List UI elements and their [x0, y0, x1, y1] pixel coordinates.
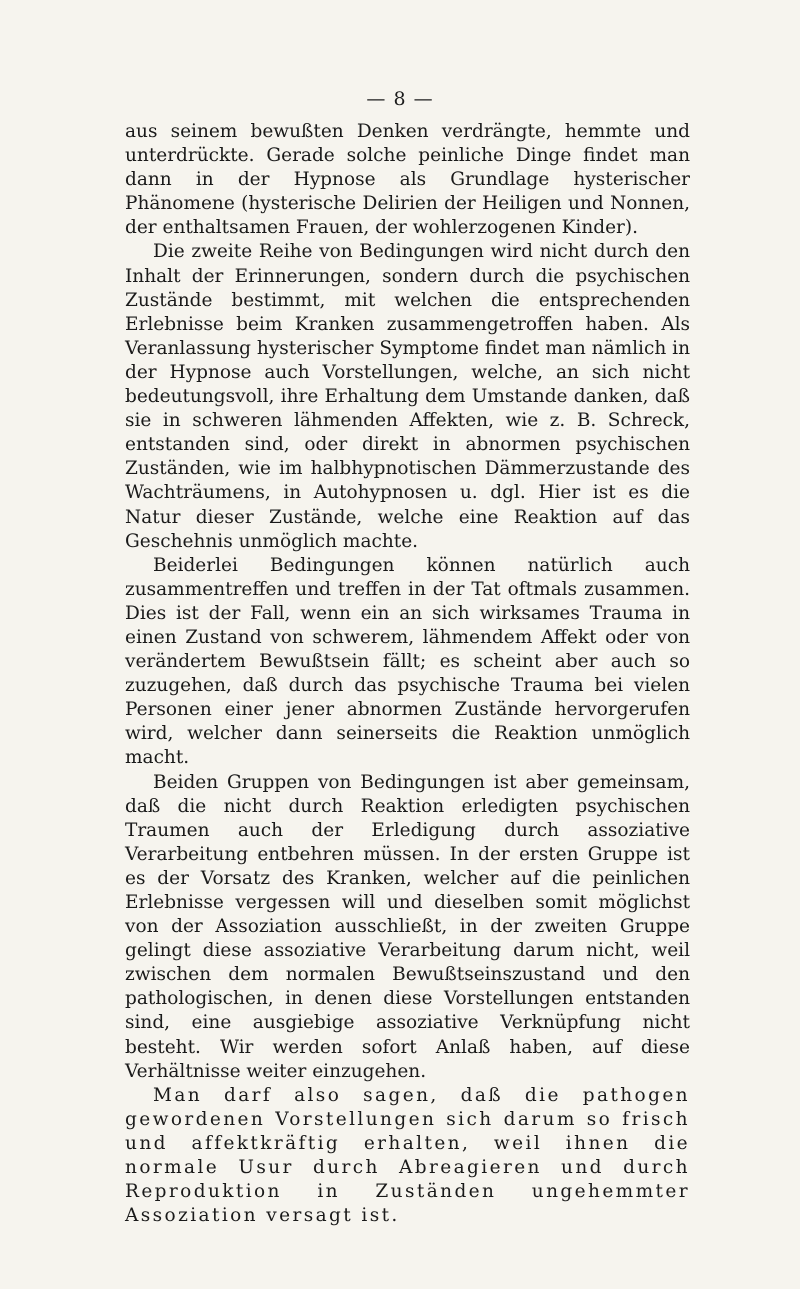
paragraph-4: Beiden Gruppen von Bedingungen ist aber gemeinsam, daß die nicht durch Reaktion erledigten psychischen Traumen auch der Erledigung durch assoziative Verarbeitung entbehren müssen. In der ersten Gruppe ist es der Vorsatz des Kranken, welcher auf die peinlichen Erlebnisse vergessen will und dieselben somit möglichst von der Assoziation ausschließt, in der zweiten Gruppe gelingt diese assoziative Verarbeitung darum nicht, weil zwischen dem normalen Bewußtseinszustand und den pathologischen, in denen diese Vorstellungen entstanden sind, eine ausgiebige assoziative Verknüpfung nicht besteht. Wir werden sofort Anlaß haben, auf diese Verhältnisse weiter einzugehen.	[125, 771, 690, 1082]
paragraph-2: Die zweite Reihe von Bedingungen wird nicht durch den Inhalt der Erinnerungen, sondern durch die psychischen Zustände bestimmt, mit welchen die entsprechenden Erlebnisse beim Kranken zusammengetroffen haben. Als Veranlassung hysterischer Symptome findet man nämlich in der Hypnose auch Vorstellungen, welche, an sich nicht bedeutungsvoll, ihre Erhaltung dem Umstande danken, daß sie in schweren lähmenden Affekten, wie z. B. Schreck, entstanden sind, oder direkt in abnormen psychischen Zuständen, wie im halbhypnotischen Dämmerzustande des Wachträumens, in Autohypnosen u. dgl. Hier ist es die Natur dieser Zustände, welche eine Reaktion auf das Geschehnis unmöglich machte.	[125, 241, 690, 552]
body-text	[125, 120, 690, 1228]
paragraph-5-emphasized: Man darf also sagen, daß die pathogen gewordenen Vorstellungen sich darum so frisch und affektkräftig erhalten, weil ihnen die normale Usur durch Abreagieren und durch Reproduktion in Zuständen ungehemmter Assoziation versagt ist.	[125, 1084, 690, 1227]
paragraph-1: aus seinem bewußten Denken verdrängte, hemmte und unterdrückte. Gerade solche peinliche Dinge findet man dann in der Hypnose als Grundlage hysterischer Phänomene (hysterische Delirien der Heiligen und Nonnen, der enthaltsamen Frauen, der wohlerzogenen Kinder).	[125, 121, 690, 239]
paragraph-3: Beiderlei Bedingungen können natürlich auch zusammentreffen und treffen in der Tat oftmals zusammen. Dies ist der Fall, wenn ein an sich wirksames Trauma in einen Zustand von schwerem, lähmendem Affekt oder von verändertem Bewußtsein fällt; es scheint aber auch so zuzugehen, daß durch das psychische Trauma bei vielen Personen einer jener abnormen Zustände hervorgerufen wird, welcher dann seinerseits die Reaktion unmöglich macht.	[125, 554, 690, 769]
page-number: — 8 —	[366, 88, 434, 110]
